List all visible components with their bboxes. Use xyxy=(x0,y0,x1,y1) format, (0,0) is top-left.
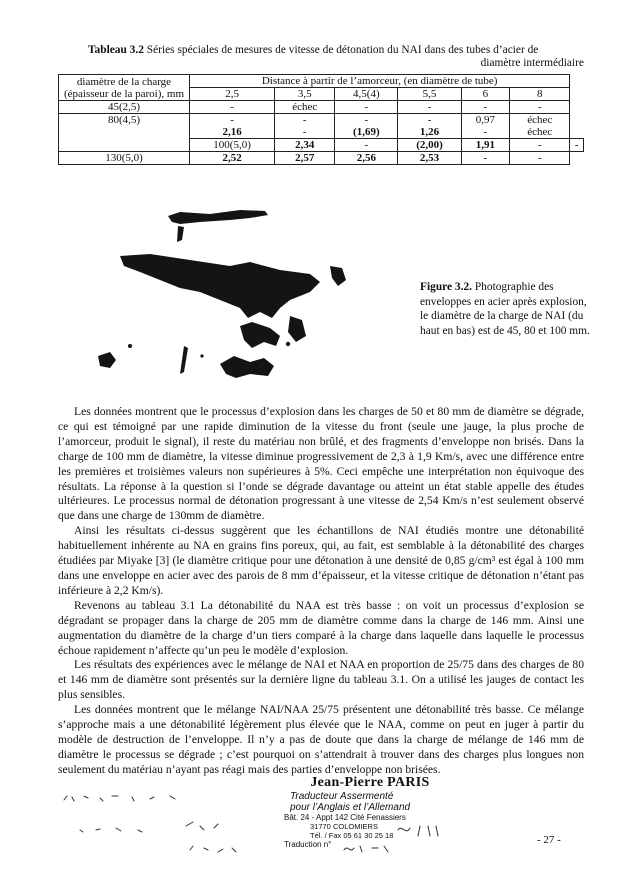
stamp-line: Tél. / Fax 05 61 30 25 18 xyxy=(310,831,394,840)
charge-cell: 45(2,5) xyxy=(59,101,190,114)
value-cell xyxy=(461,114,510,139)
value-top: - xyxy=(364,114,369,126)
value-cell: - xyxy=(190,101,275,114)
value-cell xyxy=(335,152,398,165)
value-bottom: 1,26 xyxy=(419,126,440,138)
value-cell: - xyxy=(461,152,510,165)
value-cell xyxy=(398,114,461,139)
value-bottom: - xyxy=(302,126,307,138)
paragraph: Les données montrent que le mélange NAI/NAA 25/75 présentent une détonabilité très basse. Ce mélange s’approche mais a une détonabilité légèrement plus élevée que le NAA, comme on peut en juger à partir du modèle de destruction de l’enveloppe. Il n’y a pas de doute que dans la charge de mélange de 146 mm de diamètre le processus se dégrade ; c’est pourquoi on s’attendrait à trouver dans des charges plus longues non seulement du matériau n’ayant pas réagi mais des parties d’enveloppe non brisées. xyxy=(58,703,584,776)
body-text xyxy=(58,405,584,778)
charge-cell: 100(5,0) xyxy=(190,139,275,152)
casing-fragment-bottom-left xyxy=(98,352,116,368)
value-cell xyxy=(190,152,275,165)
stamp-name: Jean-Pierre PARIS xyxy=(310,775,430,790)
table-row xyxy=(59,152,584,165)
casing-fragment-lower xyxy=(240,322,280,348)
value-cell xyxy=(275,152,335,165)
value-top: échec xyxy=(527,114,553,126)
table-caption xyxy=(88,44,584,70)
stamp-line: Traducteur Assermenté xyxy=(290,791,394,802)
value-cell xyxy=(398,152,461,165)
value-cell xyxy=(461,139,510,152)
casing-fragment-lower-2 xyxy=(288,316,306,342)
stamp-line: Bât. 24 - Appt 142 Cité Fenassiers xyxy=(284,813,406,822)
distance-cell: 4,5(4) xyxy=(335,88,398,101)
value-top: - xyxy=(427,114,432,126)
table-row xyxy=(59,101,584,114)
value-cell xyxy=(190,114,275,139)
value-bottom: (1,69) xyxy=(353,126,380,138)
value-cell: - xyxy=(510,152,570,165)
value-top: 0,97 xyxy=(475,114,495,126)
casing-fragment-bottom-sliver xyxy=(180,346,188,374)
value-cell xyxy=(398,139,461,152)
value-cell xyxy=(275,114,335,139)
value-bold: 2,57 xyxy=(295,152,315,164)
value-cell: - xyxy=(335,139,398,152)
table-label: Tableau 3.2 xyxy=(88,44,144,56)
paragraph: Les données montrent que le processus d’explosion dans les charges de 50 et 80 mm de diamètre se dégrade, ce qui est témoigné par une rapide diminution de la vitesse du front (seule une jauge, la plus proche de l’amorceur, produit le signal), il reste du matériau non brûlé, et des fragments d’enveloppe non brisés. Dans la charge de 100 mm de diamètre, la vitesse diminue progressivement de 2,3 à 1,9 Km/s, avec une différence entre les premières et troisièmes valeurs non supérieures à 5%. Ceci empêche une interprétation non équivoque des résultats. La réponse à la question si l’onde se dégrade davantage ou atteint un état stable appelle des études ultérieures. Le processus normal de détonation progressant à une vitesse de 2,54 Km/s n’est seulement observé que dans une charge de 130mm de diamètre. xyxy=(58,405,584,523)
value-cell xyxy=(335,114,398,139)
value-bottom: échec xyxy=(527,126,553,138)
value-bold: 2,52 xyxy=(222,152,242,164)
paragraph: Revenons au tableau 3.1 La détonabilité du NAA est très basse : on voit un processus d’explosion se dégradant se propager dans la charge de 205 mm de diamètre comme dans la charge de 146 mm. Ainsi une augmentation du diamètre de la charge d’un tiers comparé à la charge dans laquelle dans laquelle le processus échoue rapidement n’affecte qu’un peu le modèle d’explosion. xyxy=(58,598,584,657)
value-bold: (2,00) xyxy=(416,139,443,151)
figure-label: Figure 3.2. xyxy=(420,281,472,293)
value-bold: 1,91 xyxy=(475,139,495,151)
distance-cell: 6 xyxy=(461,88,510,101)
charge-cell: 130(5,0) xyxy=(59,152,190,165)
distance-cell: 8 xyxy=(510,88,570,101)
distance-cell: 3,5 xyxy=(275,88,335,101)
distance-cell: 5,5 xyxy=(398,88,461,101)
value-top: - xyxy=(302,114,307,126)
casing-fragment-middle-right xyxy=(330,266,346,286)
value-cell: échec xyxy=(275,101,335,114)
casing-fragment-top-tip xyxy=(177,226,184,242)
charge-cell: 80(4,5) xyxy=(59,114,190,152)
header-charge-diameter: diamètre de la charge (épaisseur de la paroi), mm xyxy=(59,75,190,101)
header-distance: Distance à partir de l’amorceur, (en diamètre de tube) xyxy=(190,75,570,88)
value-bottom: 2,16 xyxy=(222,126,242,138)
paragraph: Ainsi les résultats ci-dessus suggèrent que les échantillons de NAI étudiés montre une détonabilité habituellement inhérente au NA en grains fins poreux, qui, au fait, est semblable à la détonabilité des charges étudiées par Miyake [3] (le diamètre critique pour une détonation à une densité de 0,85 g/cm³ est égal à 100 mm dans une enveloppe en acier avec des parois de 8 mm d’épaisseur, et la vitesse critique de détonation n’étant pas inférieure à 2,2 Km/s). xyxy=(58,524,584,597)
distance-cell: 2,5 xyxy=(190,88,275,101)
translator-stamp xyxy=(270,775,470,849)
stamp-line: pour l’Anglais et l’Allemand xyxy=(290,802,411,813)
value-cell: - xyxy=(398,101,461,114)
value-cell: - xyxy=(461,101,510,114)
value-bold: 2,34 xyxy=(295,139,315,151)
value-cell xyxy=(275,139,335,152)
casing-fragment-middle xyxy=(120,254,320,318)
value-cell xyxy=(510,114,570,139)
stamp-line: 31770 COLOMIERS xyxy=(310,822,378,831)
steel-casing-photo xyxy=(80,196,400,396)
casing-fragment-bottom xyxy=(220,356,274,378)
value-bold: 2,56 xyxy=(356,152,376,164)
paragraph: Les résultats des expériences avec le mélange de NAI et NAA en proportion de 25/75 dans des charges de 80 et 146 mm de diamètre sont présentés sur la dernière ligne du tableau 3.1. On a utilisé les jauges de contact les plus sensibles. xyxy=(58,658,584,702)
value-cell: - xyxy=(510,101,570,114)
table-caption-text: Séries spéciales de mesures de vitesse de détonation du NAI dans des tubes d’acier de xyxy=(143,44,539,56)
figure-caption xyxy=(420,280,590,338)
table-row xyxy=(59,114,584,139)
value-cell: - xyxy=(570,139,584,152)
table-caption-text-2: diamètre intermédiaire xyxy=(480,57,584,69)
value-cell: - xyxy=(510,139,570,152)
value-top: - xyxy=(230,114,234,126)
value-cell: - xyxy=(335,101,398,114)
value-bold: 2,53 xyxy=(419,152,440,164)
value-bottom: - xyxy=(483,126,488,138)
detonation-table xyxy=(58,74,584,165)
figure-caption-text: Photographie des enveloppes en acier après explosion, le diamètre de la charge de NAI (du haut en bas) est de 45, 80 et 100 mm. xyxy=(420,281,590,337)
stamp-line: Traduction n° xyxy=(284,840,332,849)
casing-fragment-top xyxy=(168,210,268,224)
page-number: - 27 - xyxy=(537,834,561,846)
